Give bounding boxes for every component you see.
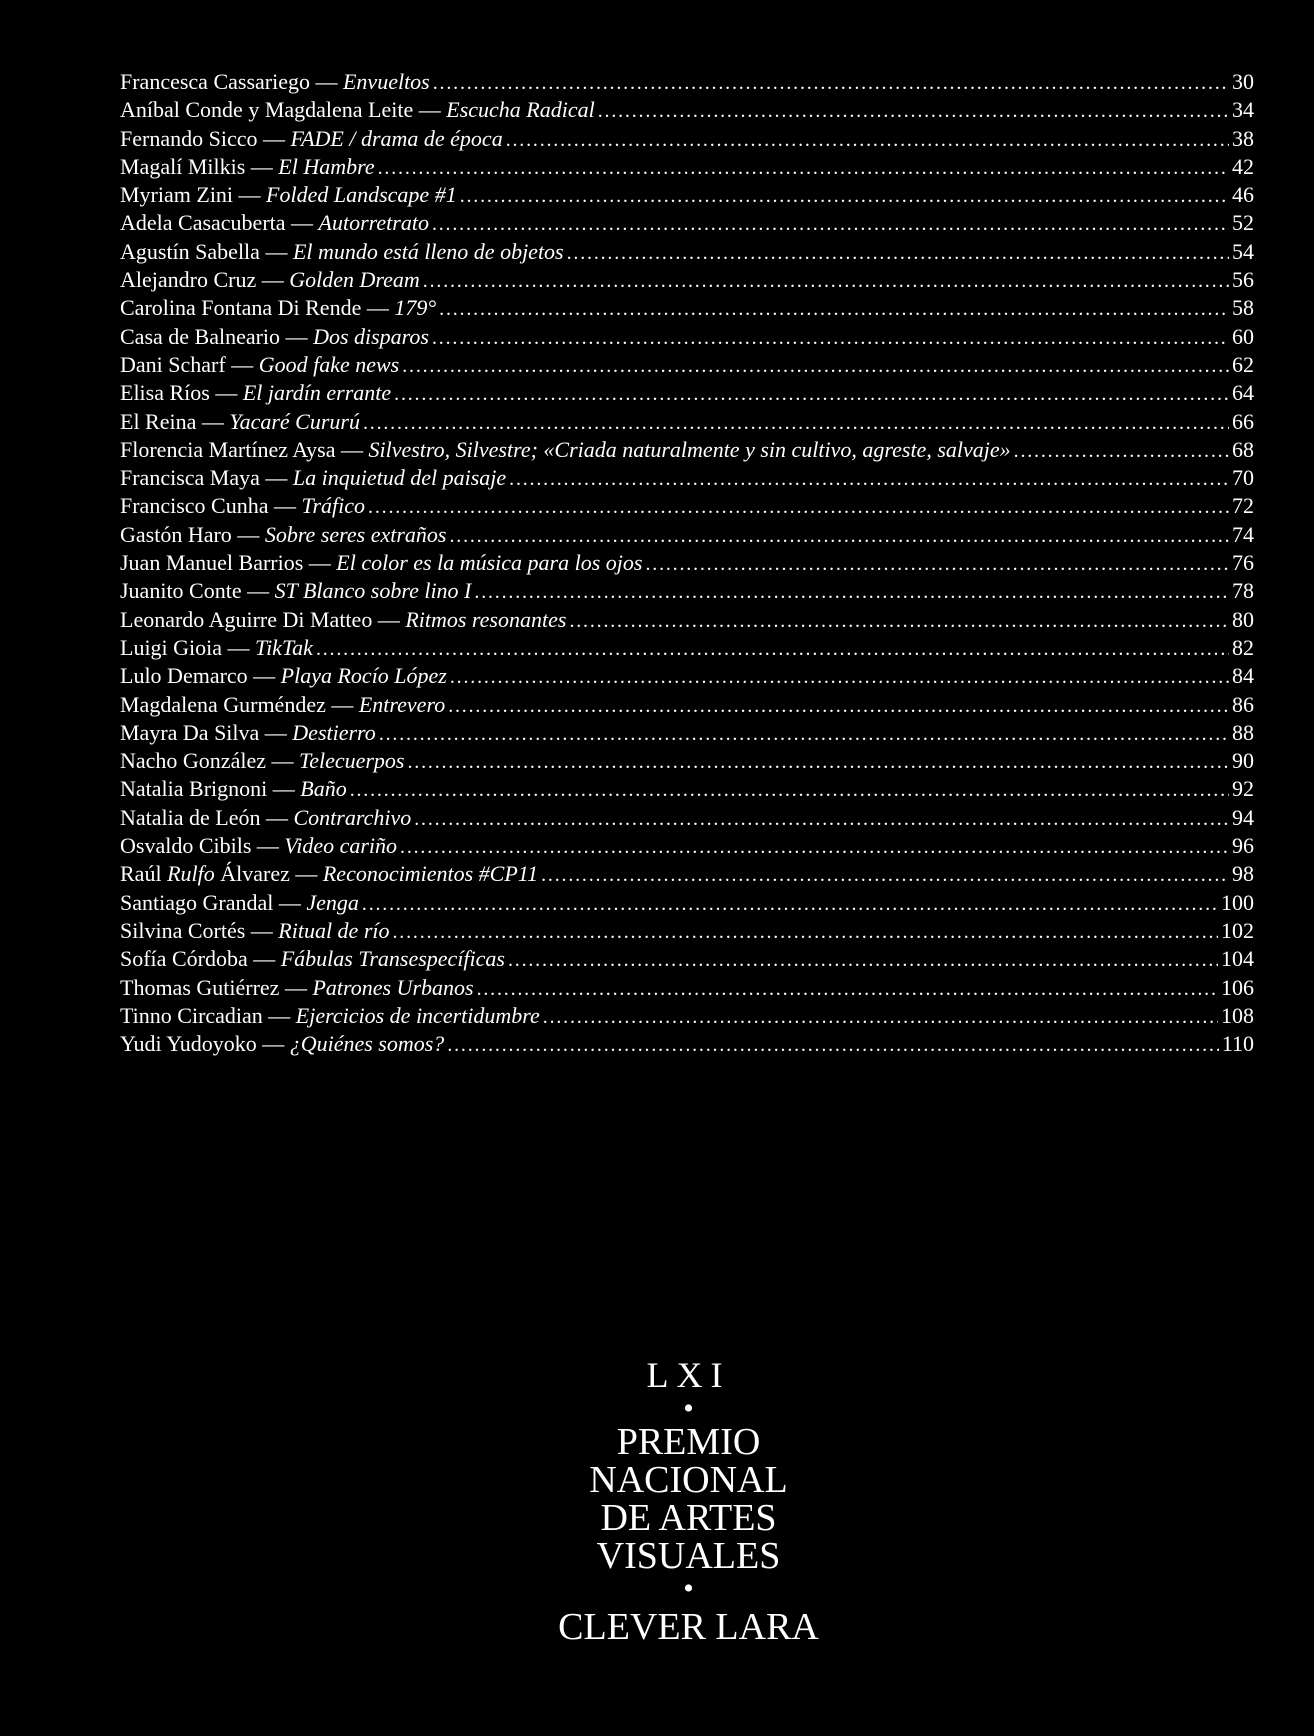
- toc-separator: —: [361, 295, 395, 321]
- dot-leader: [423, 267, 1229, 294]
- bullet-separator: •: [683, 1392, 694, 1425]
- toc-author: Osvaldo Cibils: [120, 833, 252, 859]
- toc-author-nickname: Rulfo: [167, 861, 215, 887]
- toc-author: Carolina Fontana Di Rende: [120, 295, 362, 321]
- toc-author: Dani Scharf: [120, 351, 226, 377]
- toc-entry-text: [120, 125, 503, 153]
- toc-entry: [120, 436, 1254, 464]
- toc-entry-text: [120, 775, 347, 803]
- toc-work-title: Fábulas Transespecíficas: [280, 946, 505, 972]
- toc-entry: [120, 804, 1254, 832]
- toc-entry-text: [120, 96, 595, 124]
- toc-work-title: Dos disparos: [313, 323, 429, 349]
- dot-leader: [402, 352, 1229, 379]
- toc-entry: [120, 860, 1254, 888]
- toc-work-title: Silvestro, Silvestre; «Criada naturalmente y sin cultivo, agreste, salvaje»: [368, 436, 1011, 462]
- toc-entry-text: [120, 521, 446, 549]
- toc-author: Adela Casacuberta: [120, 210, 286, 236]
- toc-separator: —: [225, 351, 259, 377]
- toc-work-title: Good fake news: [258, 351, 400, 377]
- toc-work-title: FADE / drama de época: [290, 125, 503, 151]
- toc-entry-text: [120, 747, 405, 775]
- toc-separator: —: [256, 267, 290, 293]
- toc-page-number: 108: [1221, 1002, 1254, 1028]
- toc-entry: [120, 549, 1254, 577]
- toc-work-title: Golden Dream: [289, 267, 420, 293]
- toc-separator: —: [259, 719, 293, 745]
- toc-work-title: El mundo está lleno de objetos: [292, 238, 564, 264]
- toc-page-number: 104: [1221, 946, 1254, 972]
- toc-author: Francisca Maya: [120, 465, 260, 491]
- toc-entry: [120, 464, 1254, 492]
- toc-page-number: 96: [1232, 833, 1254, 859]
- toc-separator: —: [259, 465, 293, 491]
- toc-entry-text: [120, 408, 360, 436]
- toc-author: Fernando Sicco: [120, 125, 258, 151]
- toc-work-title: Baño: [300, 776, 347, 802]
- toc-page-number: 52: [1232, 210, 1254, 236]
- toc-page-number: 92: [1232, 776, 1254, 802]
- toc-entry: [120, 917, 1254, 945]
- toc-separator: —: [260, 804, 294, 830]
- dot-leader: [408, 748, 1230, 775]
- toc-page-number: 34: [1232, 97, 1254, 123]
- toc-work-title: Destierro: [292, 719, 376, 745]
- toc-entry-text: [120, 464, 506, 492]
- toc-work-title: ST Blanco sobre lino I: [274, 578, 472, 604]
- toc-page-number: 42: [1232, 153, 1254, 179]
- toc-page-number: 82: [1232, 634, 1254, 660]
- toc-page-number: 74: [1232, 521, 1254, 547]
- dot-leader: [543, 1003, 1218, 1030]
- toc-author: Nacho González: [120, 748, 266, 774]
- toc-entry: [120, 323, 1254, 351]
- dot-leader: [541, 861, 1229, 888]
- toc-author: Sofía Córdoba: [120, 946, 248, 972]
- toc-entry-text: [120, 860, 538, 888]
- toc-separator: —: [413, 97, 447, 123]
- toc-page-number: 88: [1232, 719, 1254, 745]
- toc-entry-text: [120, 436, 1011, 464]
- toc-page-number: 38: [1232, 125, 1254, 151]
- toc-separator: —: [257, 125, 291, 151]
- toc-entry: [120, 68, 1254, 96]
- toc-entry-text: [120, 68, 430, 96]
- toc-author: Mayra Da Silva: [120, 719, 260, 745]
- toc-work-title: Folded Landscape #1: [266, 182, 457, 208]
- toc-separator: —: [273, 889, 307, 915]
- artist-name: CLEVER LARA: [558, 1606, 819, 1648]
- toc-entry: [120, 662, 1254, 690]
- toc-page-number: 78: [1232, 578, 1254, 604]
- award-line: NACIONAL: [589, 1459, 788, 1501]
- toc-separator: —: [231, 521, 265, 547]
- toc-page-number: 80: [1232, 606, 1254, 632]
- toc-entry: [120, 747, 1254, 775]
- toc-author: Thomas Gutiérrez: [120, 974, 280, 1000]
- toc-entry: [120, 181, 1254, 209]
- toc-author: El Reina: [120, 408, 197, 434]
- toc-page-number: 72: [1232, 493, 1254, 519]
- toc-page-number: 100: [1221, 889, 1254, 915]
- toc-entry-text: [120, 351, 399, 379]
- dot-leader: [379, 720, 1229, 747]
- toc-separator: —: [251, 833, 285, 859]
- toc-work-title: El jardín errante: [242, 380, 392, 406]
- toc-entry: [120, 719, 1254, 747]
- toc-entry: [120, 153, 1254, 181]
- toc-separator: —: [325, 691, 359, 717]
- toc-author: Magalí Milkis: [120, 153, 246, 179]
- dot-leader: [432, 210, 1229, 237]
- toc-page-number: 62: [1232, 351, 1254, 377]
- toc-entry-text: [120, 549, 642, 577]
- toc-separator: —: [209, 380, 243, 406]
- toc-author: Francesca Cassariego: [120, 69, 310, 94]
- toc-entry-text: [120, 804, 411, 832]
- dot-leader: [362, 890, 1218, 917]
- dot-leader: [598, 97, 1229, 124]
- toc-entry-text: [120, 889, 359, 917]
- toc-separator: —: [233, 182, 267, 208]
- toc-page-number: 84: [1232, 663, 1254, 689]
- table-of-contents: [120, 68, 1254, 1058]
- toc-entry-text: [120, 719, 376, 747]
- toc-entry: [120, 408, 1254, 436]
- toc-separator: —: [279, 974, 313, 1000]
- toc-author: Santiago Grandal: [120, 889, 274, 915]
- dot-leader: [508, 946, 1218, 973]
- toc-work-title: Ejercicios de incertidumbre: [295, 1002, 540, 1028]
- toc-author: Juan Manuel Barrios: [120, 550, 304, 576]
- toc-entry-text: [120, 945, 505, 973]
- dot-leader: [477, 975, 1218, 1002]
- toc-page-number: 58: [1232, 295, 1254, 321]
- toc-entry: [120, 1030, 1254, 1058]
- bullet-separator: •: [683, 1572, 694, 1605]
- toc-page-number: 30: [1232, 69, 1254, 94]
- toc-separator: —: [196, 408, 230, 434]
- toc-work-title: 179°: [394, 295, 437, 321]
- toc-entry-text: [120, 577, 471, 605]
- dot-leader: [506, 126, 1229, 153]
- toc-author: Lulo Demarco: [120, 663, 248, 689]
- toc-work-title: Entrevero: [358, 691, 446, 717]
- toc-entry-text: [120, 606, 566, 634]
- toc-entry-text: [120, 974, 474, 1002]
- toc-work-title: Reconocimientos #CP11: [322, 861, 539, 887]
- toc-separator: —: [285, 210, 319, 236]
- toc-work-title: Jenga: [306, 889, 359, 915]
- toc-entry-text: [120, 323, 429, 351]
- edition-number: LXI: [646, 1355, 731, 1395]
- dot-leader: [350, 776, 1229, 803]
- toc-entry: [120, 521, 1254, 549]
- dot-leader: [400, 833, 1229, 860]
- toc-author: Gastón Haro: [120, 521, 232, 547]
- dot-leader: [448, 692, 1229, 719]
- toc-author: Alejandro Cruz: [120, 267, 257, 293]
- toc-author: Luigi Gioia: [120, 634, 223, 660]
- toc-author: [120, 861, 290, 886]
- toc-work-title: Autorretrato: [318, 210, 429, 236]
- toc-author: Yudi Yudoyoko: [120, 1031, 257, 1057]
- toc-work-title: TikTak: [255, 634, 313, 660]
- toc-author: Leonardo Aguirre Di Matteo: [120, 606, 373, 632]
- toc-entry-text: [120, 662, 447, 690]
- toc-entry: [120, 125, 1254, 153]
- toc-author: Natalia de León: [120, 804, 261, 830]
- toc-entry-text: [120, 917, 390, 945]
- award-line: PREMIO: [616, 1421, 761, 1463]
- dot-leader: [1014, 437, 1229, 464]
- toc-separator: —: [222, 634, 256, 660]
- dot-leader: [393, 918, 1219, 945]
- toc-author: Elisa Ríos: [120, 380, 210, 406]
- toc-author: Magdalena Gurméndez: [120, 691, 326, 717]
- toc-separator: —: [372, 606, 406, 632]
- toc-entry: [120, 238, 1254, 266]
- dot-leader: [460, 182, 1229, 209]
- toc-work-title: Tráfico: [301, 493, 366, 519]
- toc-separator: —: [259, 238, 293, 264]
- toc-entry: [120, 832, 1254, 860]
- toc-page-number: 102: [1221, 917, 1254, 943]
- toc-entry: [120, 634, 1254, 662]
- toc-entry-text: [120, 266, 420, 294]
- toc-separator: —: [247, 663, 281, 689]
- toc-page-number: 68: [1232, 436, 1254, 462]
- dot-leader: [645, 550, 1229, 577]
- dot-leader: [569, 607, 1229, 634]
- dot-leader: [439, 295, 1229, 322]
- toc-entry: [120, 577, 1254, 605]
- colophon: [0, 1355, 1314, 1647]
- toc-page-number: 66: [1232, 408, 1254, 434]
- toc-entry: [120, 379, 1254, 407]
- toc-separator: —: [289, 861, 323, 887]
- toc-page-number: 110: [1221, 1031, 1254, 1057]
- toc-work-title: Ritual de río: [278, 917, 390, 943]
- toc-entry: [120, 266, 1254, 294]
- award-line: VISUALES: [596, 1535, 781, 1577]
- toc-page-number: 90: [1232, 748, 1254, 774]
- toc-entry-text: [120, 1030, 444, 1058]
- toc-entry-text: [120, 209, 429, 237]
- dot-leader: [316, 635, 1229, 662]
- toc-entry-text: [120, 181, 457, 209]
- toc-entry-text: [120, 492, 365, 520]
- toc-entry-text: [120, 294, 436, 322]
- dot-leader: [433, 69, 1229, 96]
- dot-leader: [378, 154, 1229, 181]
- toc-page-number: 64: [1232, 380, 1254, 406]
- toc-page-number: 70: [1232, 465, 1254, 491]
- toc-entry: [120, 1002, 1254, 1030]
- toc-separator: —: [265, 748, 299, 774]
- toc-author: Myriam Zini: [120, 182, 234, 208]
- toc-work-title: Escucha Radical: [446, 97, 595, 123]
- toc-separator: —: [262, 1002, 296, 1028]
- toc-entry: [120, 492, 1254, 520]
- toc-entry-text: [120, 1002, 540, 1030]
- toc-work-title: Playa Rocío López: [280, 663, 447, 689]
- toc-separator: —: [309, 69, 343, 94]
- toc-page-number: 60: [1232, 323, 1254, 349]
- toc-author: Casa de Balneario: [120, 323, 281, 349]
- toc-entry: [120, 889, 1254, 917]
- toc-author: Francisco Cunha: [120, 493, 269, 519]
- toc-work-title: ¿Quiénes somos?: [289, 1031, 445, 1057]
- toc-separator: —: [280, 323, 314, 349]
- toc-page-number: 86: [1232, 691, 1254, 717]
- dot-leader: [432, 324, 1229, 351]
- dot-leader: [567, 239, 1229, 266]
- toc-entry: [120, 606, 1254, 634]
- toc-entry-text: [120, 379, 391, 407]
- toc-author: Tinno Circadian: [120, 1002, 263, 1028]
- toc-separator: —: [268, 493, 302, 519]
- toc-separator: —: [241, 578, 275, 604]
- toc-page-number: 54: [1232, 238, 1254, 264]
- toc-work-title: Telecuerpos: [298, 748, 405, 774]
- toc-author: Natalia Brignoni: [120, 776, 268, 802]
- toc-work-title: Video cariño: [284, 833, 398, 859]
- toc-entry: [120, 945, 1254, 973]
- toc-separator: —: [335, 436, 369, 462]
- toc-entry-text: [120, 634, 313, 662]
- toc-work-title: Envueltos: [342, 69, 430, 94]
- dot-leader: [449, 522, 1229, 549]
- toc-entry: [120, 96, 1254, 124]
- dot-leader: [394, 380, 1229, 407]
- award-line: DE ARTES: [600, 1497, 777, 1539]
- toc-separator: —: [247, 946, 281, 972]
- toc-page-number: 76: [1232, 550, 1254, 576]
- toc-entry: [120, 209, 1254, 237]
- toc-separator: —: [256, 1031, 290, 1057]
- dot-leader: [447, 1031, 1219, 1058]
- toc-work-title: El Hambre: [278, 153, 375, 179]
- toc-author: Juanito Conte: [120, 578, 242, 604]
- toc-author: Aníbal Conde y Magdalena Leite: [120, 97, 414, 123]
- dot-leader: [474, 578, 1229, 605]
- toc-entry: [120, 294, 1254, 322]
- toc-page-number: 98: [1232, 861, 1254, 887]
- toc-author: Florencia Martínez Aysa: [120, 436, 336, 462]
- dot-leader: [450, 663, 1229, 690]
- toc-work-title: El color es la música para los ojos: [336, 550, 643, 576]
- toc-author: Silvina Cortés: [120, 917, 246, 943]
- toc-work-title: Sobre seres extraños: [264, 521, 447, 547]
- toc-separator: —: [267, 776, 301, 802]
- toc-page-number: 56: [1232, 267, 1254, 293]
- toc-author-part: Álvarez: [214, 861, 290, 887]
- dot-leader: [368, 493, 1229, 520]
- toc-author-part: Raúl: [120, 861, 168, 887]
- toc-separator: —: [245, 917, 279, 943]
- dot-leader: [363, 409, 1229, 436]
- toc-work-title: Ritmos resonantes: [405, 606, 567, 632]
- toc-entry: [120, 351, 1254, 379]
- toc-separator: —: [303, 550, 337, 576]
- toc-page-number: 46: [1232, 182, 1254, 208]
- toc-author: Agustín Sabella: [120, 238, 260, 264]
- toc-work-title: Yacaré Cururú: [229, 408, 360, 434]
- toc-work-title: La inquietud del paisaje: [292, 465, 507, 491]
- toc-entry: [120, 691, 1254, 719]
- toc-page-number: 106: [1221, 974, 1254, 1000]
- toc-work-title: Patrones Urbanos: [312, 974, 474, 1000]
- toc-separator: —: [245, 153, 279, 179]
- toc-entry-text: [120, 691, 445, 719]
- toc-entry-text: [120, 832, 397, 860]
- toc-entry-text: [120, 238, 564, 266]
- dot-leader: [414, 805, 1229, 832]
- toc-entry: [120, 775, 1254, 803]
- toc-entry-text: [120, 153, 375, 181]
- toc-page-number: 94: [1232, 804, 1254, 830]
- dot-leader: [509, 465, 1229, 492]
- toc-work-title: Contrarchivo: [293, 804, 412, 830]
- toc-entry: [120, 974, 1254, 1002]
